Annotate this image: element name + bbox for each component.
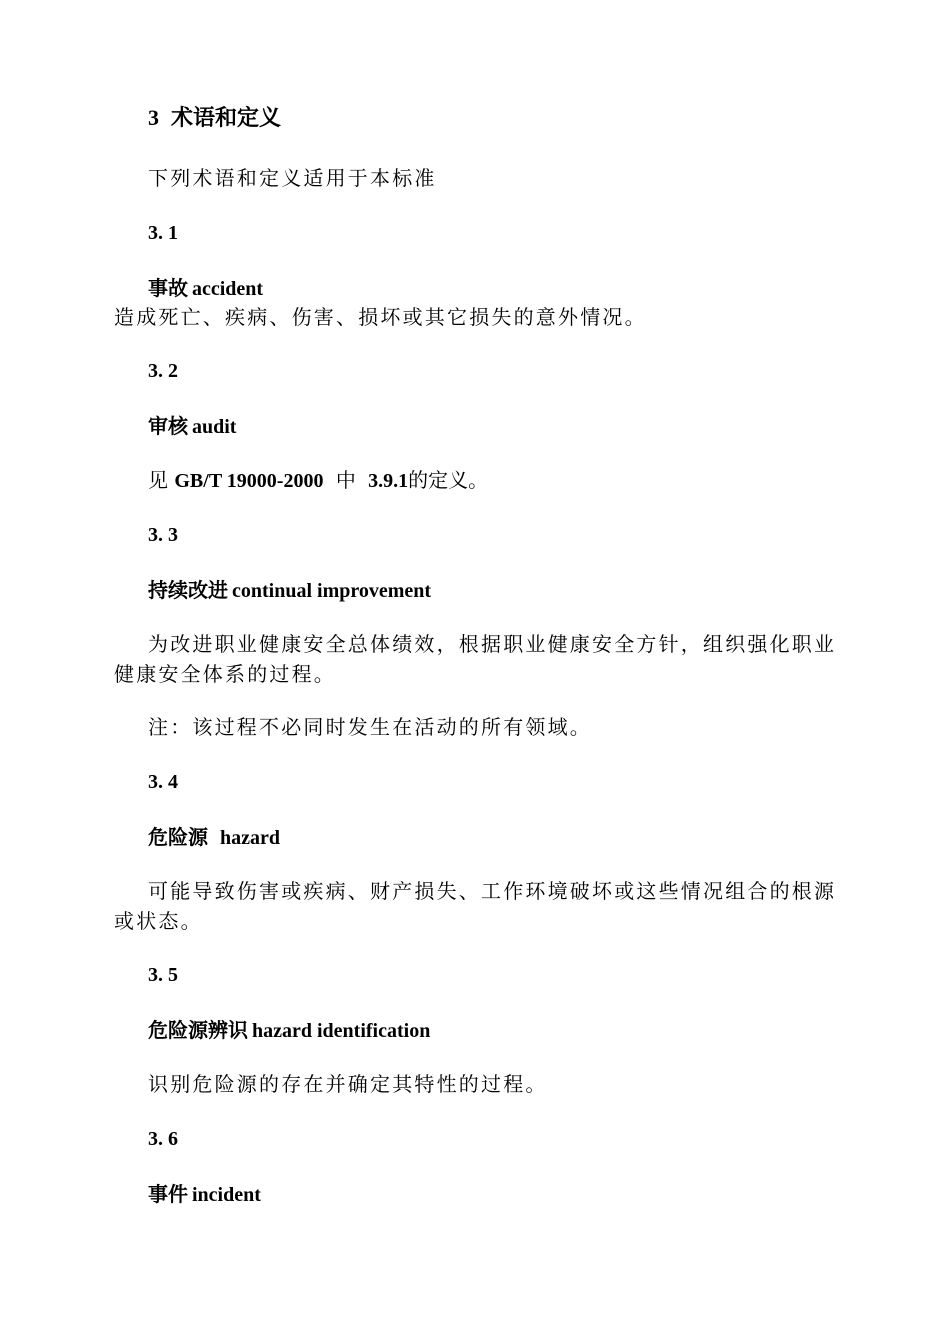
term-cn: 危险源辨识 (148, 1018, 248, 1042)
term-cn: 持续改进 (148, 578, 228, 602)
term-heading-incident (148, 1181, 261, 1208)
term-en: hazard identification (252, 1020, 431, 1042)
term-heading-audit (148, 413, 236, 440)
ref-clause: 3.9.1 (368, 470, 409, 492)
definition-accident: 造成死亡、疾病、伤害、损坏或其它损失的意外情况。 (114, 305, 647, 329)
definition-continual-improvement-line-1: 为改进职业健康安全总体绩效，根据职业健康安全方针，组织强化职业 (148, 632, 837, 656)
definition-hazard-identification: 识别危险源的存在并确定其特性的过程。 (148, 1072, 548, 1096)
term-en: incident (192, 1184, 261, 1206)
term-heading-hazard-identification (148, 1017, 430, 1044)
section-intro: 下列术语和定义适用于本标准 (148, 166, 437, 190)
definition-hazard-line-2: 或状态。 (114, 909, 203, 933)
section-heading (148, 105, 281, 131)
definition-audit (148, 467, 488, 494)
clause-number-3-4: 3. 4 (148, 771, 178, 793)
term-en: hazard (220, 827, 280, 849)
term-heading-accident (148, 275, 263, 302)
definition-hazard-line-1: 可能导致伤害或疾病、财产损失、工作环境破坏或这些情况组合的根源 (148, 879, 837, 903)
term-heading-hazard (148, 824, 280, 851)
term-heading-continual-improvement (148, 577, 431, 604)
clause-number-3-3: 3. 3 (148, 524, 178, 546)
clause-number-3-1: 3. 1 (148, 222, 178, 244)
clause-number-3-5: 3. 5 (148, 964, 178, 986)
ref-suffix: 的定义。 (408, 468, 489, 492)
section-title: 术语和定义 (171, 105, 282, 131)
term-cn: 事故 (148, 276, 188, 300)
term-en: accident (192, 278, 264, 300)
ref-mid: 中 (335, 468, 356, 492)
ref-standard: GB/T 19000-2000 (174, 470, 324, 492)
clause-number-3-6: 3. 6 (148, 1128, 178, 1150)
clause-number-3-2: 3. 2 (148, 360, 178, 382)
definition-continual-improvement-line-2: 健康安全体系的过程。 (114, 662, 336, 686)
term-en: continual improvement (232, 580, 432, 602)
term-cn: 审核 (148, 414, 188, 438)
ref-prefix: 见 (148, 468, 168, 492)
note-continual-improvement: 注：该过程不必同时发生在活动的所有领域。 (148, 715, 592, 739)
term-cn: 危险源 (148, 825, 208, 849)
term-en: audit (192, 416, 237, 438)
term-cn: 事件 (148, 1182, 188, 1206)
section-number: 3 (148, 105, 159, 130)
